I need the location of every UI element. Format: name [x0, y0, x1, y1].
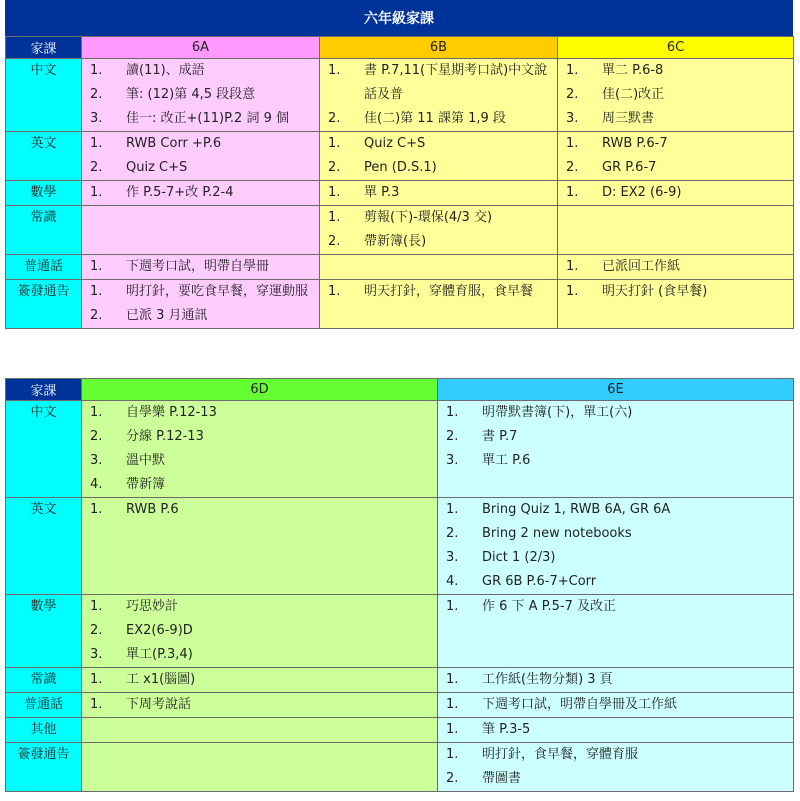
homework-cell	[82, 595, 438, 668]
homework-cell	[82, 255, 320, 280]
homework-cell	[320, 181, 558, 206]
list-item	[82, 107, 319, 131]
subject-cell: 中文	[6, 401, 82, 498]
list-item-text: GR P.6-7	[602, 160, 657, 175]
list-item-text: 單工(P.3,4)	[126, 647, 193, 662]
list-item-text: GR 6B P.6-7+Corr	[482, 574, 597, 589]
homework-list	[320, 132, 557, 180]
list-item-text: 自學樂 P.12-13	[126, 405, 217, 420]
table-row	[6, 595, 794, 668]
list-item-number: 4.	[446, 574, 459, 589]
homework-cell	[320, 280, 558, 329]
list-item-number: 2.	[446, 429, 459, 444]
list-item-text: 已派回工作紙	[602, 259, 681, 274]
list-item	[82, 595, 437, 619]
table-row	[6, 255, 794, 280]
list-item-text: 單二 P.6-8	[602, 63, 664, 78]
homework-list	[82, 693, 437, 717]
list-item-text: 下週考口試，明帶自學冊及工作紙	[482, 697, 678, 712]
subject-cell: 簽發通告	[6, 280, 82, 329]
list-item-number: 1.	[446, 405, 459, 420]
list-item-number: 3.	[90, 453, 103, 468]
list-item	[558, 132, 793, 156]
list-item	[438, 668, 793, 692]
list-item-number: 1.	[566, 136, 579, 151]
table-header-row	[6, 379, 794, 401]
homework-list	[558, 181, 793, 205]
header-subject: 家課	[6, 379, 82, 401]
list-item-text: 帶新簿	[126, 477, 166, 492]
homework-cell	[438, 693, 794, 718]
list-item-text: 佳(二)改正	[602, 87, 665, 102]
list-item-number: 1.	[90, 63, 103, 78]
homework-cell	[438, 401, 794, 498]
list-item	[438, 498, 793, 522]
list-item-text: 書 P.7,11(下星期考口試)中文說話及普	[364, 63, 548, 102]
homework-list	[320, 280, 557, 304]
page-title: 六年級家課	[5, 0, 793, 36]
homework-cell	[438, 743, 794, 792]
list-item-number: 4.	[90, 477, 103, 492]
homework-list	[438, 743, 793, 791]
homework-cell	[82, 743, 438, 792]
homework-cell	[82, 181, 320, 206]
list-item-number: 1.	[328, 63, 341, 78]
list-item-number: 1.	[328, 136, 341, 151]
list-item	[438, 401, 793, 425]
list-item-number: 1.	[328, 210, 341, 225]
list-item	[558, 255, 793, 279]
list-item-text: 帶圖書	[482, 771, 522, 786]
list-item	[438, 595, 793, 619]
list-item-text: 分線 P.12-13	[126, 429, 204, 444]
homework-cell	[320, 255, 558, 280]
list-item	[82, 619, 437, 643]
homework-list	[438, 693, 793, 717]
list-item-number: 3.	[446, 453, 459, 468]
list-item	[438, 522, 793, 546]
homework-cell	[82, 498, 438, 595]
list-item-number: 1.	[90, 185, 103, 200]
list-item-number: 2.	[90, 623, 103, 638]
homework-cell	[558, 59, 794, 132]
list-item	[320, 59, 557, 107]
list-item	[82, 156, 319, 180]
list-item	[558, 181, 793, 205]
list-item-number: 1.	[90, 672, 103, 687]
subject-cell: 數學	[6, 181, 82, 206]
homework-table-6d-6e	[5, 378, 794, 792]
list-item-text: 巧思妙計	[126, 599, 179, 614]
list-item	[82, 473, 437, 497]
homework-list	[82, 59, 319, 131]
table-row	[6, 132, 794, 181]
homework-cell	[82, 132, 320, 181]
homework-list	[438, 595, 793, 619]
list-item-number: 1.	[90, 599, 103, 614]
list-item-text: 佳(二)第 11 課第 1,9 段	[364, 111, 506, 126]
list-item-text: 工作紙(生物分類) 3 頁	[482, 672, 613, 687]
list-item-text: Pen (D.S.1)	[364, 160, 437, 175]
list-item-text: 單工 P.6	[482, 453, 531, 468]
list-item-text: 明天打針 (食早餐)	[602, 284, 708, 299]
homework-list	[438, 718, 793, 742]
subject-cell: 中文	[6, 59, 82, 132]
list-item	[82, 59, 319, 83]
list-item	[438, 718, 793, 742]
list-item-number: 1.	[90, 405, 103, 420]
list-item	[82, 83, 319, 107]
table-row	[6, 743, 794, 792]
homework-cell	[558, 280, 794, 329]
list-item-number: 1.	[90, 284, 103, 299]
list-item-number: 1.	[90, 136, 103, 151]
header-6b: 6B	[320, 37, 558, 59]
list-item-text: 明天打針，穿體育服，食早餐	[364, 284, 534, 299]
list-item-number: 2.	[566, 160, 579, 175]
list-item-text: 佳一: 改正+(11)P.2 詞 9 個	[126, 111, 289, 126]
list-item-text: 溫中默	[126, 453, 166, 468]
list-item	[438, 546, 793, 570]
list-item	[82, 425, 437, 449]
homework-list	[558, 132, 793, 180]
list-item-number: 1.	[566, 259, 579, 274]
header-6d: 6D	[82, 379, 438, 401]
homework-table-6a-6c	[5, 36, 794, 329]
list-item-text: 作 6 下 A P.5-7 及改正	[482, 599, 617, 614]
list-item-text: RWB P.6-7	[602, 136, 668, 151]
list-item-text: Quiz C+S	[126, 160, 188, 175]
list-item	[320, 181, 557, 205]
homework-list	[82, 181, 319, 205]
list-item-number: 2.	[90, 308, 103, 323]
list-item-text: 明打針，食早餐，穿體育服	[482, 747, 639, 762]
list-item	[82, 304, 319, 328]
homework-cell	[320, 59, 558, 132]
list-item-number: 2.	[328, 111, 341, 126]
header-6e: 6E	[438, 379, 794, 401]
homework-list	[82, 280, 319, 328]
header-6c: 6C	[558, 37, 794, 59]
table-row	[6, 280, 794, 329]
list-item-text: 明帶默書簿(下)，單工(六)	[482, 405, 633, 420]
list-item-number: 1.	[90, 697, 103, 712]
table-row	[6, 498, 794, 595]
table-row	[6, 718, 794, 743]
list-item-text: D: EX2 (6-9)	[602, 185, 682, 200]
subject-cell: 數學	[6, 595, 82, 668]
list-item-number: 1.	[566, 284, 579, 299]
list-item	[438, 693, 793, 717]
list-item-text: 周三默書	[602, 111, 655, 126]
table-row	[6, 668, 794, 693]
list-item-text: EX2(6-9)D	[126, 623, 193, 638]
subject-cell: 普通話	[6, 255, 82, 280]
list-item-number: 3.	[90, 647, 103, 662]
list-item-text: RWB P.6	[126, 502, 179, 517]
homework-list	[438, 401, 793, 473]
list-item-number: 1.	[446, 599, 459, 614]
list-item	[82, 693, 437, 717]
subject-cell: 英文	[6, 498, 82, 595]
list-item	[320, 206, 557, 230]
list-item	[82, 181, 319, 205]
homework-list	[82, 668, 437, 692]
list-item-text: Bring Quiz 1, RWB 6A, GR 6A	[482, 502, 671, 517]
table-row	[6, 181, 794, 206]
list-item	[320, 230, 557, 254]
table-header-row	[6, 37, 794, 59]
list-item-number: 2.	[90, 87, 103, 102]
homework-list	[558, 255, 793, 279]
list-item-text: Bring 2 new notebooks	[482, 526, 632, 541]
list-item-number: 2.	[90, 429, 103, 444]
list-item-text: 明打針，要吃食早餐，穿運動服	[126, 284, 309, 299]
list-item	[558, 280, 793, 304]
list-item	[558, 107, 793, 131]
homework-cell	[82, 401, 438, 498]
homework-list	[320, 181, 557, 205]
list-item	[320, 156, 557, 180]
list-item-text: 工 x1(腦圖)	[126, 672, 196, 687]
list-item-text: 筆 P.3-5	[482, 722, 531, 737]
homework-cell	[82, 59, 320, 132]
list-item	[82, 668, 437, 692]
list-item	[82, 643, 437, 667]
homework-list	[82, 498, 437, 522]
homework-list	[558, 59, 793, 131]
subject-cell: 其他	[6, 718, 82, 743]
list-item-text: RWB Corr +P.6	[126, 136, 222, 151]
homework-cell	[558, 181, 794, 206]
list-item-number: 1.	[566, 63, 579, 78]
subject-cell: 常識	[6, 668, 82, 693]
list-item-number: 1.	[328, 284, 341, 299]
table-row	[6, 59, 794, 132]
list-item-number: 1.	[446, 697, 459, 712]
homework-cell	[558, 132, 794, 181]
list-item-text: Quiz C+S	[364, 136, 426, 151]
homework-cell	[438, 718, 794, 743]
homework-cell	[82, 206, 320, 255]
list-item	[558, 59, 793, 83]
list-item-number: 2.	[90, 160, 103, 175]
homework-list	[320, 206, 557, 254]
homework-list	[82, 595, 437, 667]
list-item-number: 2.	[328, 160, 341, 175]
list-item	[82, 280, 319, 304]
list-item-number: 1.	[446, 722, 459, 737]
homework-cell	[558, 206, 794, 255]
list-item	[438, 449, 793, 473]
list-item-text: 下週考口試，明帶自學冊	[126, 259, 270, 274]
list-item	[82, 449, 437, 473]
homework-list	[558, 280, 793, 304]
list-item-number: 1.	[446, 672, 459, 687]
table-row	[6, 693, 794, 718]
list-item-number: 3.	[446, 550, 459, 565]
list-item	[438, 425, 793, 449]
list-item-text: 剪報(下)-環保(4/3 交)	[364, 210, 493, 225]
homework-list	[82, 401, 437, 497]
list-item	[82, 498, 437, 522]
homework-list	[438, 498, 793, 594]
homework-cell	[320, 206, 558, 255]
homework-cell	[438, 668, 794, 693]
list-item	[82, 255, 319, 279]
homework-cell	[558, 255, 794, 280]
homework-cell	[320, 132, 558, 181]
list-item-number: 2.	[566, 87, 579, 102]
subject-cell: 常識	[6, 206, 82, 255]
list-item-number: 1.	[328, 185, 341, 200]
list-item-number: 3.	[566, 111, 579, 126]
homework-cell	[82, 668, 438, 693]
list-item-number: 1.	[446, 502, 459, 517]
homework-cell	[82, 693, 438, 718]
list-item	[82, 132, 319, 156]
list-item	[320, 107, 557, 131]
subject-cell: 英文	[6, 132, 82, 181]
list-item-text: 下周考說話	[126, 697, 192, 712]
homework-list	[320, 59, 557, 131]
list-item	[558, 83, 793, 107]
list-item-number: 1.	[566, 185, 579, 200]
table-row	[6, 206, 794, 255]
list-item-number: 2.	[446, 526, 459, 541]
list-item	[438, 743, 793, 767]
homework-cell	[438, 498, 794, 595]
list-item-text: 筆: (12)第 4,5 段段意	[126, 87, 256, 102]
homework-list	[82, 255, 319, 279]
list-item-number: 1.	[90, 502, 103, 517]
list-item	[82, 401, 437, 425]
list-item-number: 2.	[328, 234, 341, 249]
homework-cell	[82, 280, 320, 329]
subject-cell: 簽發通告	[6, 743, 82, 792]
list-item-number: 1.	[446, 747, 459, 762]
homework-cell	[438, 595, 794, 668]
list-item-text: 作 P.5-7+改 P.2-4	[126, 185, 234, 200]
list-item	[320, 280, 557, 304]
table-row	[6, 401, 794, 498]
list-item-number: 2.	[446, 771, 459, 786]
header-subject: 家課	[6, 37, 82, 59]
subject-cell: 普通話	[6, 693, 82, 718]
list-item	[320, 132, 557, 156]
list-item-text: 書 P.7	[482, 429, 518, 444]
homework-list	[82, 132, 319, 180]
list-item-text: 單 P.3	[364, 185, 400, 200]
list-item-number: 3.	[90, 111, 103, 126]
homework-cell	[82, 718, 438, 743]
list-item	[438, 570, 793, 594]
list-item	[558, 156, 793, 180]
list-item	[438, 767, 793, 791]
list-item-text: 帶新簿(長)	[364, 234, 427, 249]
list-item-text: 已派 3 月通訊	[126, 308, 208, 323]
homework-list	[438, 668, 793, 692]
list-item-text: 讀(11)、成語	[126, 63, 205, 78]
list-item-text: Dict 1 (2/3)	[482, 550, 556, 565]
header-6a: 6A	[82, 37, 320, 59]
list-item-number: 1.	[90, 259, 103, 274]
